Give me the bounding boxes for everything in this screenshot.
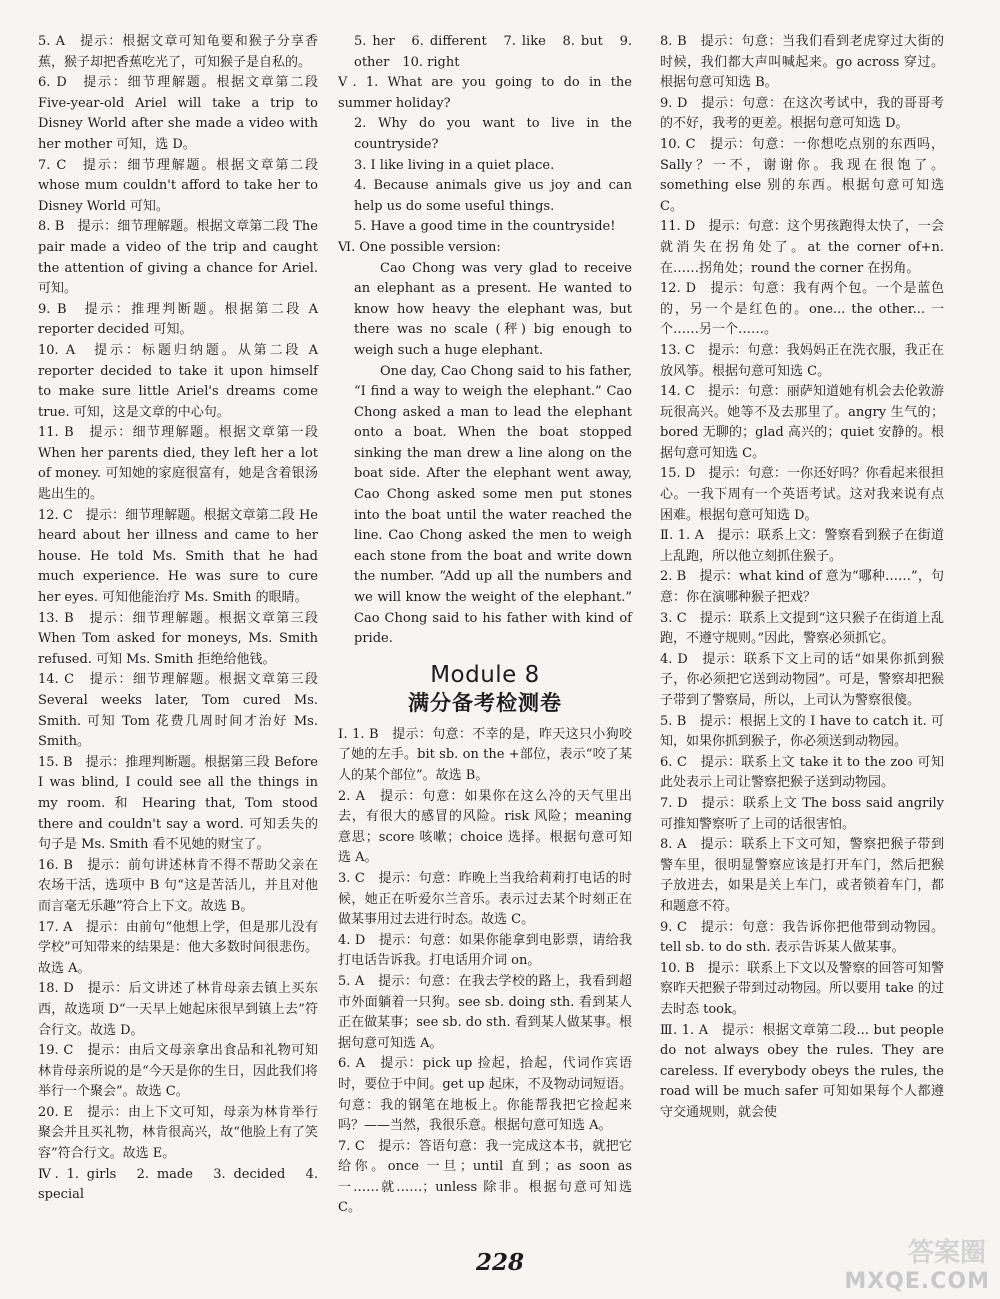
answer-item: 12. D 提示：句意：我有两个包。一个是蓝色的，另一个是红色的。one... the other... 一个……另一个……。 (660, 281, 944, 338)
answer-item: 5. B 提示：根据上文的 I have to catch it. 可知，如果你抓到猴子，你必须送到动物园。 (660, 713, 944, 750)
answer-item: 7. C 提示：细节理解题。根据文章第二段 whose mum couldn't afford to take her to Disney World 可知。 (38, 157, 318, 214)
answer-item: 12. C 提示：细节理解题。根据文章第二段 He heard about her illness and came to her house. He told Ms. Smith that he had much experience. He was sure to cure her eyes. 可知他能治疗 Ms. Smith 的眼睛。 (38, 507, 318, 606)
module-subtitle: 满分备考检测卷 (408, 690, 562, 715)
answer-item: 6. A 提示：pick up 捡起，拾起，代词作宾语时，要位于中间。get up 起床，不及物动词短语。句意：我的钢笔在地板上。你能帮我把它捡起来吗？——当然，我很乐意。根据句意可知选 A。 (338, 1056, 632, 1134)
answer-item: 13. B 提示：细节理解题。根据文章第三段 When Tom asked for moneys, Ms. Smith refused. 可知 Ms. Smith 拒绝给他钱。 (38, 610, 318, 667)
answer-item: 11. D 提示：句意：这个男孩跑得太快了，一会就消失在拐角处了。at the corner of+n. 在……拐角处；round the corner 在拐角。 (660, 219, 944, 276)
answer-item: 15. B 提示：推理判断题。根据第三段 Before I was blind, I could see all the things in my room. 和 Hearing that, Tom stood there and couldn't say a word. 可知丢失的句子是 Ms. Smith 看不见她的财宝了。 (38, 754, 318, 853)
answer-item: 2. B 提示：what kind of 意为“哪种……”，句意：你在演哪种猴子把戏？ (660, 569, 944, 606)
section-item: Ⅱ. 1. A 提示：联系上文：警察看到猴子在街道上乱跑，所以他立刻抓住猴子。 (660, 528, 944, 564)
answer-item: 5. A 提示：根据文章可知龟要和猴子分享香蕉，猴子却把香蕉吃光了，可知猴子是自私的。 (38, 34, 318, 70)
answer-item: 5. her 6. different 7. like 8. but 9. other 10. right (354, 34, 632, 70)
answer-item: 17. A 提示：由前句“他想上学，但是那儿没有学校”可知带来的结果是：他大多数时间很悲伤。故选 A。 (38, 919, 318, 976)
right-column (660, 32, 944, 1123)
answer-item: 2. Why do you want to live in the countryside? (354, 116, 632, 152)
answer-item: 2. A 提示：句意：如果你在这么冷的天气里出去，有很大的感冒的风险。risk 风险；meaning 意思；score 咳嗽；choice 选择。根据句意可知选 A。 (338, 788, 632, 866)
watermark-logo-text: 答案圈 (907, 1238, 986, 1268)
left-column (38, 32, 318, 1206)
essay-paragraph: One day, Cao Chong said to his father, “I find a way to weigh the elephant.” Cao Chong asked a man to lead the elephant onto a boat. When the boat stopped sinking the man drew a line along on the boat side. After the elephant went away, Cao Chong asked some men put stones into the boat until the water reached the line. Cao Chong asked the men to weigh each stone from the boat and write down the number. “Add up all the numbers and we will know the weight of the elephant.” Cao Chong said to his father with kind of pride. (354, 363, 632, 647)
answer-item: 9. C 提示：句意：我告诉你把他带到动物园。tell sb. to do sth. 表示告诉某人做某事。 (660, 919, 944, 956)
answer-item: 3. I like living in a quiet place. (354, 157, 555, 173)
answer-item: 10. C 提示：句意：一你想吃点别的东西吗，Sally？一不，谢谢你。我现在很饱了。something else 别的东西。根据句意可知选 C。 (660, 136, 944, 214)
middle-column (338, 32, 632, 1219)
answer-item: 9. D 提示：句意：在这次考试中，我的哥哥考的不好，我考的更差。根据句意可知选 D。 (660, 95, 944, 132)
answer-item: 18. D 提示：后文讲述了林肯母亲去镇上买东西，故选项 D“一天早上她起床很早到镇上去”符合行文。故选 D。 (38, 981, 318, 1038)
section-item: Ⅲ. 1. A 提示：根据文章第二段... but people do not always obey the rules. They are careless. If everybody obeys the rules, the road will be much safer 可知如果每个人都遵守交通规则，就会使 (660, 1022, 944, 1120)
answer-item: 4. Because animals give us joy and can help us do some useful things. (354, 178, 632, 214)
answer-item: 19. C 提示：由后文母亲拿出食品和礼物可知林肯母亲所说的是“今天是你的生日，因此我们将举行一个聚会”。故选 C。 (38, 1043, 318, 1100)
answer-item: 20. E 提示：由上下文可知，母亲为林肯举行聚会并且买礼物，林肯很高兴，故“他脸上有了笑容”符合行文。故选 E。 (38, 1104, 318, 1162)
answer-item: 15. D 提示：句意：一你还好吗？你看起来很担心。一我下周有一个英语考试。这对我来说有点困难。根据句意可知选 D。 (660, 466, 944, 523)
section-item: Ⅳ. 1. girls 2. made 3. decided 4. special (38, 1166, 318, 1203)
answer-item: 7. C 提示：答语句意：我一完成这本书，就把它给你。once 一旦；until 直到；as soon as 一……就……；unless 除非。根据句意可知选 C。 (338, 1138, 632, 1216)
answer-item: 9. B 提示：推理判断题。根据第二段 A reporter decided 可知。 (38, 301, 318, 338)
answer-item: 14. C 提示：细节理解题。根据文章第三段 Several weeks later, Tom cured Ms. Smith. 可知 Tom 花费几周时间才治好 Ms. Smith。 (38, 672, 318, 750)
section-item: Ⅰ. 1. B 提示：句意：不幸的是，昨天这只小狗咬了她的左手。bit sb. on the +部位，表示“咬了某人的某个部位”。故选 B。 (338, 726, 632, 783)
answer-item: 5. Have a good time in the countryside! (354, 219, 616, 235)
module-title: Module 8 (430, 661, 540, 688)
answer-item: 8. B 提示：细节理解题。根据文章第二段 The pair made a video of the trip and caught the attention of giving a chance for Ariel. 可知。 (38, 219, 318, 297)
answer-item: 8. A 提示：联系上下文可知，警察把猴子带到警车里，很明显警察应该是打开车门，然后把猴子放进去，如果是关上车门，或者锁着车门，都和题意不符。 (660, 837, 944, 914)
answer-item: 5. A 提示：句意：在我去学校的路上，我看到超市外面躺着一只狗。see sb. doing sth. 看到某人正在做某事；see sb. do sth. 看到某人做某事。根据句意可知选 A。 (338, 973, 632, 1051)
section-item: Ⅵ. One possible version: (338, 239, 501, 255)
section-item: Ⅴ. 1. What are you going to do in the summer holiday? (338, 75, 632, 111)
answer-item: 6. D 提示：细节理解题。根据文章第二段 Five-year-old Ariel will take a trip to Disney World after she made a video with her mother 可知，选 D。 (38, 75, 318, 152)
answer-item: 3. C 提示：联系上文提到“这只猴子在街道上乱跑，不遵守规则。”因此，警察必须抓它。 (660, 610, 944, 647)
answer-item: 16. B 提示：前句讲述林肯不得不帮助父亲在农场干活，选项中 B 句“这是苦活儿，并且对他而言毫无乐趣”符合上下文。故选 B。 (38, 857, 318, 914)
answer-item: 4. D 提示：句意：如果你能拿到电影票，请给我打电话告诉我。打电话用介词 on。 (338, 932, 632, 969)
answer-item: 6. C 提示：联系上文 take it to the zoo 可知此处表示上司让警察把猴子送到动物园。 (660, 754, 944, 791)
answer-item: 3. C 提示：句意：昨晚上当我给莉莉打电话的时候，她正在听爱尔兰音乐。表示过去某个时刻正在做某事用过去进行时态。故选 C。 (338, 870, 632, 928)
page-number: 228 (475, 1249, 524, 1276)
watermark-logo (800, 1232, 996, 1296)
answer-item: 10. A 提示：标题归纳题。从第二段 A reporter decided to take it upon himself to make sure little Ariel's dreams come true. 可知，这是文章的中心句。 (38, 342, 318, 420)
essay-paragraph: Cao Chong was very glad to receive an elephant as a present. He wanted to know how heavy the elephant was, but there was no scale (秤) big enough to weigh such a huge elephant. (354, 260, 632, 358)
answer-item: 7. D 提示：联系上文 The boss said angrily 可推知警察听了上司的话很害怕。 (660, 795, 944, 832)
watermark-site: MXQE.COM (844, 1269, 990, 1294)
answer-item: 4. D 提示：联系下文上司的话“如果你抓到猴子，你必须把它送到动物园”。可是，警察却把猴子带到了警察局，所以，上司认为警察很傻。 (660, 651, 944, 708)
answer-item: 10. B 提示：联系上下文以及警察的回答可知警察昨天把猴子带到过动物园。所以要用 take 的过去时态 took。 (660, 960, 944, 1017)
answer-item: 8. B 提示：句意：当我们看到老虎穿过大街的时候，我们都大声叫喊起来。go across 穿过。根据句意可知选 B。 (660, 34, 944, 91)
answer-item: 13. C 提示：句意：我妈妈正在洗衣服，我正在放风筝。根据句意可知选 C。 (660, 342, 944, 379)
answer-item: 11. B 提示：细节理解题。根据文章第一段 When her parents died, they left her a lot of money. 可知她的家庭很富有，她是含着银汤匙出生的。 (38, 425, 318, 503)
answer-item: 14. C 提示：句意：丽萨知道她有机会去伦敦游玩很高兴。她等不及去那里了。angry 生气的；bored 无聊的；glad 高兴的；quiet 安静的。根据句意可知选 C。 (660, 384, 944, 461)
